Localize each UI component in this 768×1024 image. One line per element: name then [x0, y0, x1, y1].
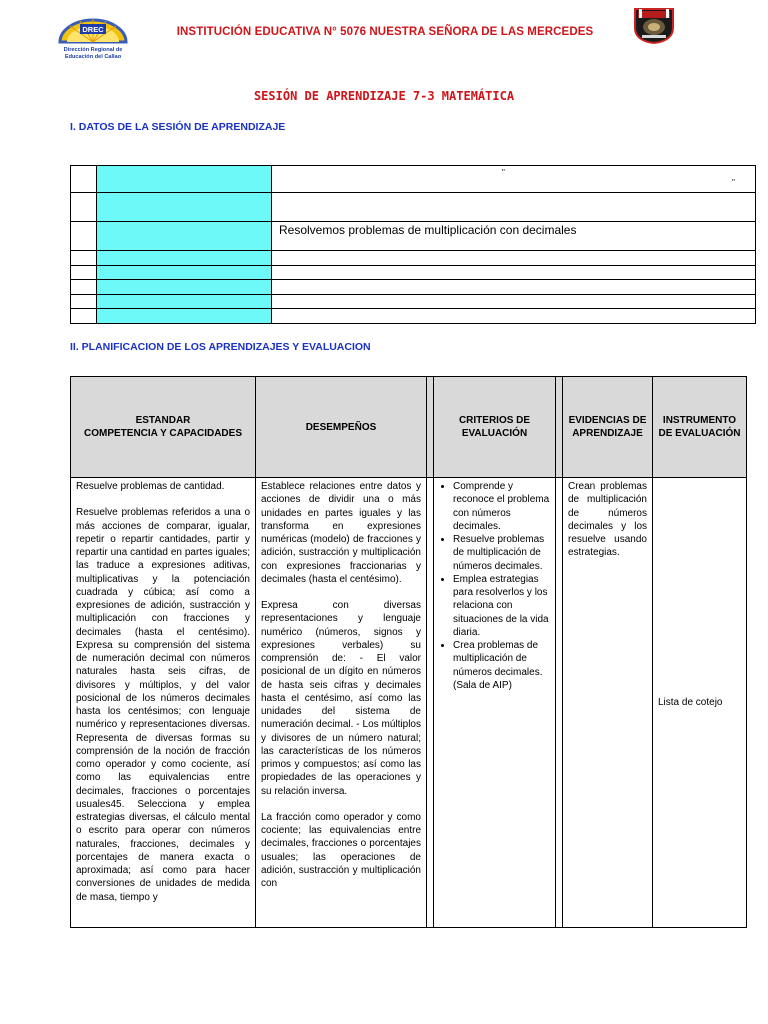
- drec-logo-abbr: DREC: [82, 25, 104, 34]
- estandar-description: Resuelve problemas referidos a una o más acciones de comparar, igualar, repetir o repartir cantidades, partir y repartir una cantidad en partes iguales; las traduce a expresiones aditivas, multiplicativas y la potenciación cuadrada y cúbica; así como a expresiones de adición, sustracción y multiplicación con fracciones y decimales (hasta el centésimo). Expresa su comprensión del sistema de numeración decimal con números naturales hasta seis cifras, de divisores y múltiplos, y del valor posicional de los números decimales hasta los centésimos; con lenguaje numérico y representaciones diversas. Representa de diversas formas su comprensión de la noción de fracción como operador y como cociente, así como las equivalencias entre decimales, fracciones o porcentajes usuales45. Selecciona y emplea estrategias diversas, el cálculo mental o escrito para operar con números naturales, fracciones, decimales y porcentajes de manera exacta o aproximada; así como para hacer conversiones de unidades de medida de masa, tiempo y: [76, 507, 250, 903]
- school-crest-icon: [632, 6, 676, 44]
- instrumento-text: Lista de cotejo: [658, 697, 723, 708]
- planning-table: [70, 376, 747, 928]
- header-criterios: CRITERIOS DE EVALUACIÓN: [434, 377, 556, 478]
- drec-logo: [50, 12, 136, 62]
- estandar-cell: [71, 478, 256, 928]
- table-row: [71, 266, 756, 280]
- session-topic: Resolvemos problemas de multiplicación con decimales: [279, 223, 577, 237]
- table-row: [71, 295, 756, 309]
- desempeno-text: La fracción como operador y como cociente; las equivalencias entre decimales, fracciones o porcentajes usuales; las operaciones de adición, sustracción y multiplicación con: [261, 811, 421, 889]
- table-row: [71, 280, 756, 295]
- table-row: [71, 478, 747, 928]
- criterios-cell: [434, 478, 556, 928]
- table-row: [71, 222, 756, 251]
- table-row: [71, 309, 756, 324]
- instrumento-cell: [653, 478, 747, 928]
- quote-mark: ": [502, 168, 505, 177]
- drec-logo-line1: Dirección Regional de: [63, 47, 123, 53]
- header-instrumento: INSTRUMENTO DE EVALUACIÓN: [653, 377, 747, 478]
- competencia-text: Resuelve problemas de cantidad.: [76, 481, 225, 492]
- desempeno-text: Expresa con diversas representaciones y lenguaje numérico (números, signos y expresiones verbales) su comprensión de: - El valor posicional de un dígito en números de hasta seis cifras y decimales hasta el centésimo, así como las unidades del sistema de numeración decimal. - Los múltiplos y divisores de un número natural; las características de los números primos y compuestos; así como las propiedades de las operaciones y su relación inversa.: [261, 600, 421, 797]
- list-item: • Comprende y reconoce el problema con números decimales.: [453, 480, 550, 533]
- table-row: [71, 193, 756, 222]
- section-1-heading: I. DATOS DE LA SESIÓN DE APRENDIZAJE: [70, 121, 286, 133]
- institution-title: INSTITUCIÓN EDUCATIVA N° 5076 NUESTRA SEÑORA DE LAS MERCEDES: [176, 26, 594, 38]
- session-data-table: [70, 165, 756, 324]
- header-estandar: ESTANDAR COMPETENCIA Y CAPACIDADES: [71, 377, 256, 478]
- table-row: [71, 251, 756, 266]
- table-header-row: [71, 377, 747, 478]
- list-item: • Emplea estrategias para resolverlos y los relaciona con situaciones de la vida diaria.: [453, 573, 550, 639]
- drec-logo-line2: Educación del Callao: [64, 54, 122, 60]
- desempenos-cell: [256, 478, 427, 928]
- section-2-heading: II. PLANIFICACION DE LOS APRENDIZAJES Y EVALUACION: [70, 341, 371, 353]
- quote-mark: ": [732, 178, 735, 187]
- header-evidencias: EVIDENCIAS DE APRENDIZAJE: [563, 377, 653, 478]
- table-row: [71, 166, 756, 193]
- desempeno-text: Establece relaciones entre datos y acciones de dividir una o más unidades en partes iguales y las transforma en expresiones numéricas (modelo) de fracciones y adición, sustracción y multiplicación con expresiones fraccionarias y decimales (hasta el centésimo).: [261, 481, 421, 585]
- evidencias-cell: Crean problemas de multiplicación de números decimales y los resuelve usando estrategias.: [563, 478, 653, 928]
- header-desempenos: DESEMPEÑOS: [256, 377, 427, 478]
- list-item: • Resuelve problemas de multiplicación de números decimales.: [453, 533, 550, 573]
- session-title: SESIÓN DE APRENDIZAJE 7-3 MATEMÁTICA: [253, 89, 515, 103]
- list-item: • Crea problemas de multiplicación de números decimales. (Sala de AIP): [453, 639, 550, 692]
